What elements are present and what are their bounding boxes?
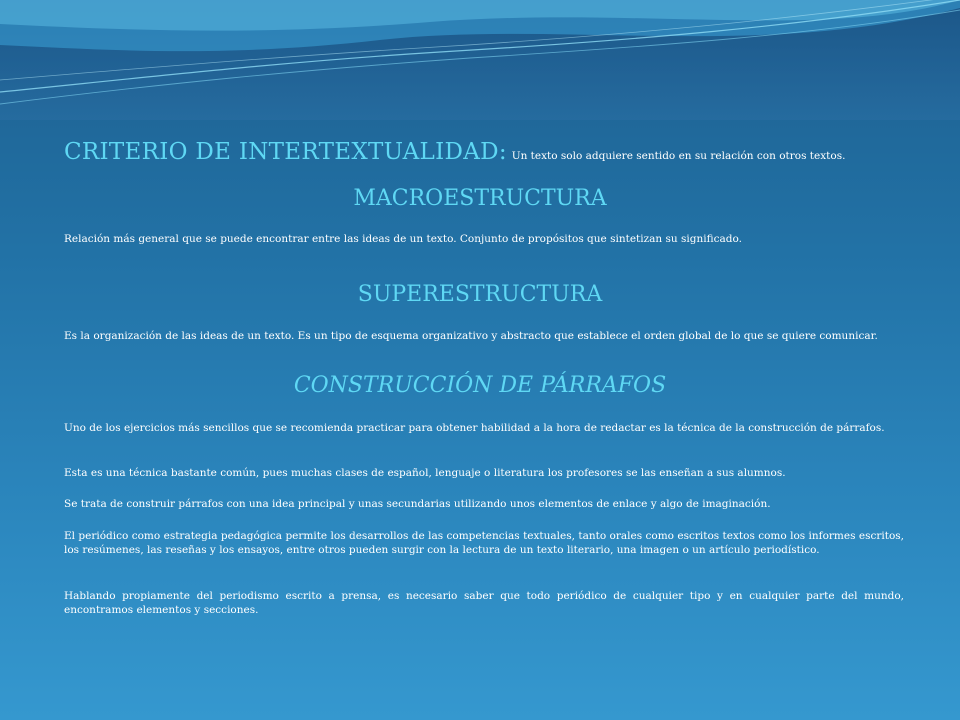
criterio-line bbox=[64, 139, 924, 165]
construccion-paragraph: El periódico como estrategia pedagógica permite los desarrollos de las competencias textuales, tanto orales como escritos textos como los informes escritos, los resúmenes, las reseñas y los ensayos, entre otros pueden surgir con la lectura de un texto literario, una imagen o un artículo periodístico. bbox=[64, 530, 904, 556]
criterio-heading: CRITERIO DE INTERTEXTUALIDAD bbox=[64, 139, 499, 165]
construccion-paragraph: Hablando propiamente del periodismo escrito a prensa, es necesario saber que todo periódico de cualquier tipo y en cualquier parte del mundo, encontramos elementos y secciones. bbox=[64, 590, 904, 616]
superestructura-text: Es la organización de las ideas de un texto. Es un tipo de esquema organizativo y abstracto que establece el orden global de lo que se quiere comunicar. bbox=[64, 330, 878, 342]
criterio-separator: : bbox=[498, 139, 507, 165]
superestructura-title: SUPERESTRUCTURA bbox=[357, 282, 603, 307]
macroestructura-text: Relación más general que se puede encontrar entre las ideas de un texto. Conjunto de propósitos que sintetizan su significado. bbox=[64, 233, 742, 245]
criterio-definition: Un texto solo adquiere sentido en su relación con otros textos. bbox=[511, 150, 846, 162]
construccion-paragraph: Uno de los ejercicios más sencillos que se recomienda practicar para obtener habilidad a la hora de redactar es la técnica de la construcción de párrafos. bbox=[64, 422, 885, 434]
macroestructura-title: MACROESTRUCTURA bbox=[353, 186, 607, 211]
construccion-paragraph: Esta es una técnica bastante común, pues muchas clases de español, lenguaje o literatura los profesores se las enseñan a sus alumnos. bbox=[64, 467, 786, 479]
construccion-paragraph: Se trata de construir párrafos con una idea principal y unas secundarias utilizando unos elementos de enlace y algo de imaginación. bbox=[64, 498, 771, 510]
construccion-title: CONSTRUCCIÓN DE PÁRRAFOS bbox=[293, 373, 667, 398]
